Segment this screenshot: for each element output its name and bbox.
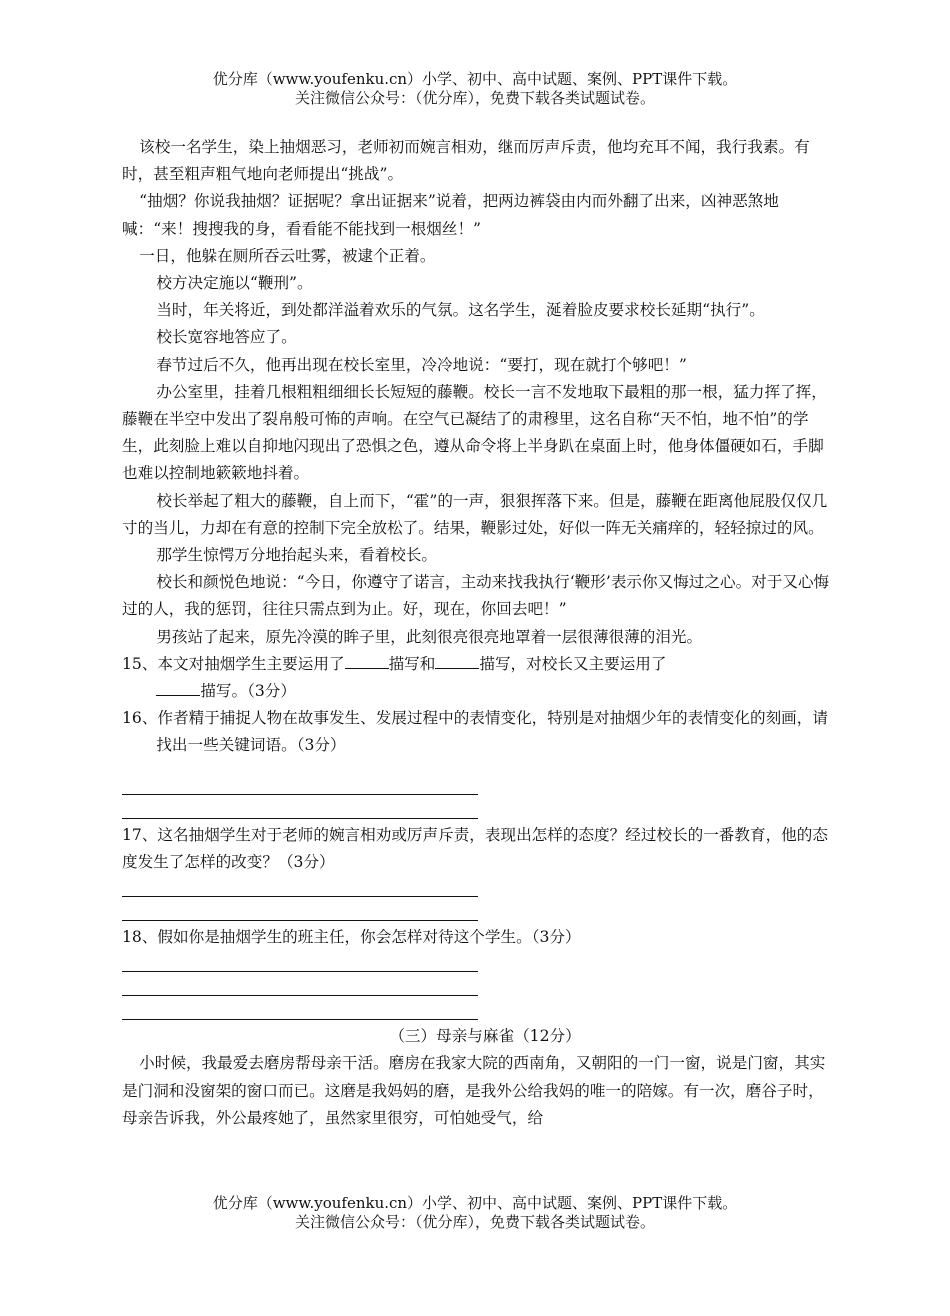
footer-line-2: 关注微信公众号：（优分库），免费下载各类试题试卷。 <box>294 1213 655 1231</box>
passage-paragraph-10: 那学生惊愕万分地抬起头来，看着校长。 <box>156 546 438 565</box>
q16-answer-line-1[interactable] <box>122 774 830 798</box>
passage-paragraph-4: 校方决定施以“鞭刑”。 <box>156 274 313 293</box>
passage-paragraph-9: 校长举起了粗大的藤鞭，自上而下，“霍”的一声，狠狠挥落下来。但是，藤鞭在距离他屁股仅仅几寸的当儿，力却在有意的控制下完全放松了。结果，鞭影过处，好似一阵无关痛痒的，轻轻掠过的风。 <box>122 491 828 537</box>
q15-blank-2[interactable] <box>435 654 479 669</box>
passage-paragraph-7: 春节过后不久，他再出现在校长室里，冷冷地说：“要打，现在就打个够吧！” <box>156 355 687 374</box>
passage-paragraph-5: 当时，年关将近，到处都洋溢着欢乐的气氛。这名学生，涎着脸皮要求校长延期“执行”。 <box>156 301 765 320</box>
question-16: 16、作者精于捕捉人物在故事发生、发展过程中的表情变化，特别是对抽烟少年的表情变化的刻画，请找出一些关键词语。（3分） <box>122 709 828 755</box>
q15-text-3: 描写，对校长又主要运用了 <box>479 654 667 673</box>
question-17: 17、这名抽烟学生对于老师的婉言相劝或厉声斥责，表现出怎样的态度？经过校长的一番教育，他的态度发生了怎样的改变？（3分） <box>122 825 828 871</box>
question-18: 18、假如你是抽烟学生的班主任，你会怎样对待这个学生。（3分） <box>122 928 581 947</box>
section-3-title: （三）母亲与麻雀（12分） <box>389 1027 581 1046</box>
q15-text-2: 描写和 <box>388 654 436 673</box>
header-line-2: 关注微信公众号：（优分库），免费下载各类试题试卷。 <box>294 89 655 107</box>
q15-text-1: 15、本文对抽烟学生主要运用了 <box>122 654 345 673</box>
q16-answer-line-2[interactable] <box>122 798 830 822</box>
question-15 <box>122 651 830 705</box>
q18-answer-line-1[interactable] <box>122 951 830 975</box>
q17-answer-line-1[interactable] <box>122 876 830 900</box>
footer-line-1: 优分库（www.youfenku.cn）小学、初中、高中试题、案例、PPT课件下载。 <box>212 1194 738 1212</box>
passage-paragraph-1: 该校一名学生，染上抽烟恶习，老师初而婉言相劝，继而厉声斥责，他均充耳不闻，我行我素。有时，甚至粗声粗气地向老师提出“挑战”。 <box>122 138 810 184</box>
passage-paragraph-3: 一日，他躲在厕所吞云吐雾，被逮个正着。 <box>139 246 436 265</box>
page-footer <box>0 1194 950 1232</box>
passage-paragraph-2: “抽烟？你说我抽烟？证据呢？拿出证据来”说着，把两边裤袋由内而外翻了出来，凶神恶煞地喊：“来！搜搜我的身，看看能不能找到一根烟丝！” <box>122 192 779 238</box>
passage-paragraph-11: 校长和颜悦色地说：“今日，你遵守了诺言，主动来找我执行‘鞭形’表示你又悔过之心。对于又心悔过的人，我的惩罚，往往只需点到为止。好，现在，你回去吧！” <box>122 573 830 619</box>
passage-paragraph-6: 校长宽容地答应了。 <box>156 328 297 347</box>
q18-answer-line-3[interactable] <box>122 999 830 1023</box>
q15-blank-1[interactable] <box>345 654 389 669</box>
passage-paragraph-8: 办公室里，挂着几根粗粗细细长长短短的藤鞭。校长一言不发地取下最粗的那一根，猛力挥了挥，藤鞭在半空中发出了裂帛般可怖的声响。在空气已凝结了的肃穆里，这名自称“天不怕，地不怕”的学生，此刻脸上难以自抑地闪现出了恐惧之色，遵从命令将上半身趴在桌面上时，他身体僵硬如石，手脚也难以控制地簌簌地抖着。 <box>122 382 827 483</box>
q15-text-4: 描写。（3分） <box>200 682 296 701</box>
header-line-1: 优分库（www.youfenku.cn）小学、初中、高中试题、案例、PPT课件下载。 <box>212 70 738 88</box>
passage-paragraph-12: 男孩站了起来，原先冷漠的眸子里，此刻很亮很亮地罩着一层很薄很薄的泪光。 <box>156 627 703 646</box>
section-3-paragraph-1: 小时候，我最爱去磨房帮母亲干活。磨房在我家大院的西南角，又朝阳的一门一窗，说是门窗，其实是门洞和没窗架的窗口而已。这磨是我妈妈的磨，是我外公给我妈的唯一的陪嫁。有一次，磨谷子时，母亲告诉我，外公最疼她了，虽然家里很穷，可怕她受气，给 <box>122 1054 826 1127</box>
q15-blank-3[interactable] <box>156 681 200 696</box>
document-body <box>122 134 830 1132</box>
page-header <box>0 70 950 108</box>
q18-answer-line-2[interactable] <box>122 975 830 999</box>
q17-answer-line-2[interactable] <box>122 900 830 924</box>
